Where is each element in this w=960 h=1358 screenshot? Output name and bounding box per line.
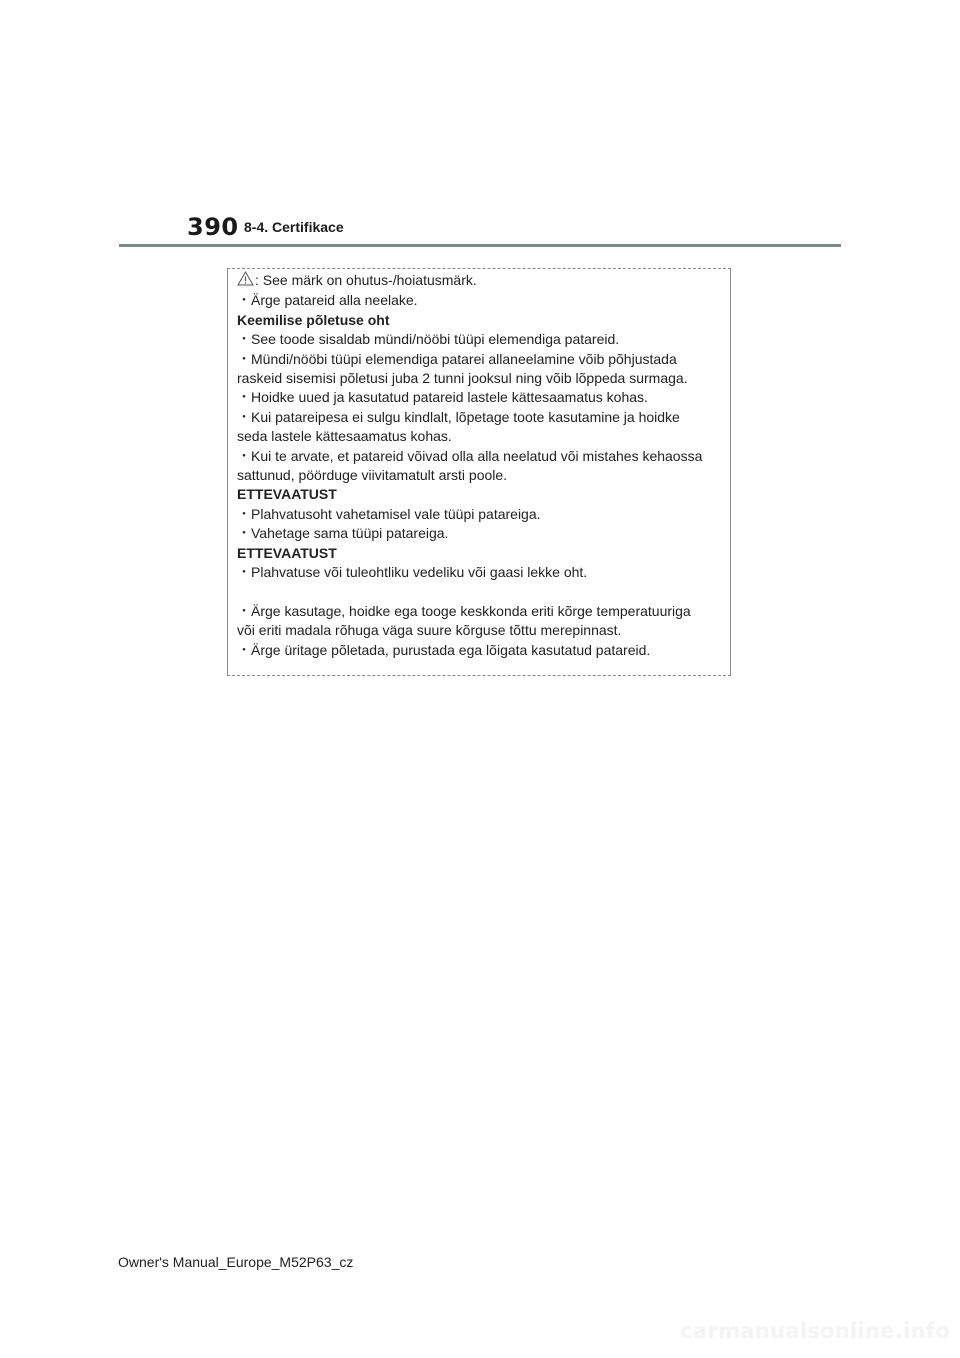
- footer-manual-id: Owner's Manual_Europe_M52P63_cz: [118, 1254, 354, 1270]
- warning-symbol-text: : See märk on ohutus-/hoiatusmärk.: [255, 272, 477, 288]
- notice-line: ・Kui patareipesa ei sulgu kindlalt, lõpetage toote kasutamine ja hoidke: [237, 408, 680, 425]
- watermark: carmanualsonline.info: [680, 1319, 950, 1343]
- notice-line: ・Mündi/nööbi tüüpi elemendiga patarei allaneelamine võib põhjustada: [237, 350, 677, 367]
- notice-line: või eriti madala rõhuga väga suure kõrguse tõttu merepinnast.: [237, 622, 622, 639]
- notice-heading: Keemilise põletuse oht: [237, 311, 390, 328]
- notice-spacer: [237, 583, 725, 602]
- header-rule: [119, 244, 841, 247]
- notice-line: ・See toode sisaldab mündi/nööbi tüüpi elemendiga patareid.: [237, 331, 620, 348]
- notice-line: seda lastele kättesaamatus kohas.: [237, 428, 452, 445]
- notice-line: ・Ärge patareid alla neelake.: [237, 292, 418, 309]
- section-title: 8-4. Certifikace: [244, 219, 344, 235]
- notice-line: ・Plahvatuse või tuleohtliku vedeliku või gaasi lekke oht.: [237, 564, 588, 581]
- notice-line: ・Vahetage sama tüüpi patareiga.: [237, 525, 449, 542]
- notice-line: ・Ärge kasutage, hoidke ega tooge keskkonda eriti kõrge temperatuuriga: [237, 602, 691, 619]
- page-number: 390: [187, 213, 239, 241]
- notice-text: [237, 271, 725, 660]
- notice-line: ・Hoidke uued ja kasutatud patareid lastele kättesaamatus kohas.: [237, 389, 648, 406]
- notice-heading: ETTEVAATUST: [237, 544, 337, 561]
- notice-line: ・Kui te arvate, et patareid võivad olla alla neelatud või mistahes kehaossa: [237, 447, 703, 464]
- notice-heading: ETTEVAATUST: [237, 486, 337, 503]
- warning-symbol-line: [237, 271, 725, 291]
- battery-warning-box: [227, 268, 731, 676]
- notice-line: ・Ärge üritage põletada, purustada ega lõigata kasutatud patareid.: [237, 641, 651, 658]
- notice-line: sattunud, pöörduge viivitamatult arsti poole.: [237, 467, 508, 484]
- warning-triangle-icon: [237, 271, 254, 291]
- notice-line: ・Plahvatusoht vahetamisel vale tüüpi patareiga.: [237, 505, 541, 522]
- notice-line: raskeid sisemisi põletusi juba 2 tunni jooksul ning võib lõppeda surmaga.: [237, 370, 688, 387]
